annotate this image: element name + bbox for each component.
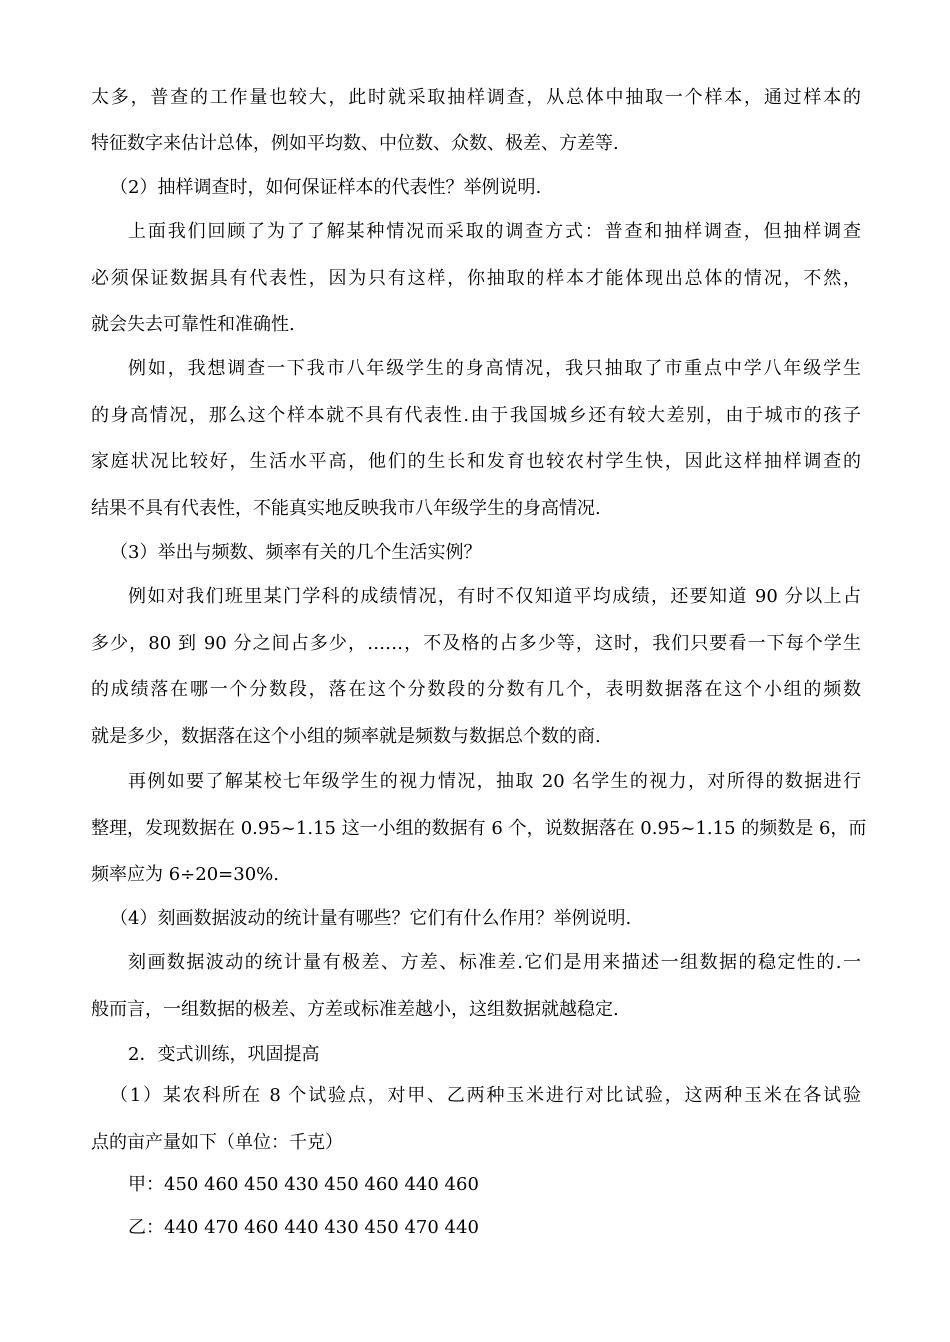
paragraph-line: 的成绩落在哪一个分数段，落在这个分数段的分数有几个，表明数据落在这个小组的频数 [91,679,861,700]
section-heading: 2．变式训练，巩固提高 [128,1044,320,1065]
question-heading: （4）刻画数据波动的统计量有哪些？它们有什么作用？举例说明. [110,908,632,929]
paragraph-line: 多少，80 到 90 分之间占多少，……，不及格的占多少等，这时，我们只要看一下每个学生 [91,633,861,654]
question-heading: （3）举出与频数、频率有关的几个生活实例？ [110,542,482,563]
paragraph-line: 刻画数据波动的统计量有极差、方差、标准差.它们是用来描述一组数据的稳定性的.一 [128,952,861,973]
paragraph-line: 例如，我想调查一下我市八年级学生的身高情况，我只抽取了市重点中学八年级学生 [128,358,861,379]
paragraph-line: 就是多少，数据落在这个小组的频率就是频数与数据总个数的商. [91,726,601,747]
paragraph-line: 太多，普查的工作量也较大，此时就采取抽样调查，从总体中抽取一个样本，通过样本的 [91,87,861,108]
paragraph-line: 般而言，一组数据的极差、方差或标准差越小，这组数据就越稳定. [91,999,619,1020]
paragraph-line: 结果不具有代表性，不能真实地反映我市八年级学生的身高情况. [91,498,601,519]
question-heading: （2）抽样调查时，如何保证样本的代表性？举例说明. [110,177,542,198]
paragraph-line: 整理，发现数据在 0.95~1.15 这一小组的数据有 6 个，说数据落在 0.95~1.15 的频数是 6，而 [91,818,867,839]
paragraph-line: 点的亩产量如下（单位：千克） [91,1132,343,1153]
paragraph-line: 必须保证数据具有代表性，因为只有这样，你抽取的样本才能体现出总体的情况，不然， [91,268,861,289]
paragraph-line: 特征数字来估计总体，例如平均数、中位数、众数、极差、方差等. [91,133,619,154]
paragraph-line: 就会失去可靠性和准确性. [91,314,295,335]
paragraph-line: （1）某农科所在 8 个试验点，对甲、乙两种玉米进行对比试验，这两种玉米在各试验 [110,1085,861,1106]
paragraph-line: 的身高情况，那么这个样本就不具有代表性.由于我国城乡还有较大差别，由于城市的孩子 [91,405,861,426]
paragraph-line: 频率应为 6÷20=30%. [91,864,279,885]
paragraph-line: 上面我们回顾了为了了解某种情况而采取的调查方式：普查和抽样调查，但抽样调查 [128,221,861,242]
paragraph-line: 例如对我们班里某门学科的成绩情况，有时不仅知道平均成绩，还要知道 90 分以上占 [128,586,861,607]
paragraph-line: 家庭状况比较好，生活水平高，他们的生长和发育也较农村学生快，因此这样抽样调查的 [91,451,861,472]
paragraph-line: 再例如要了解某校七年级学生的视力情况，抽取 20 名学生的视力，对所得的数据进行 [128,771,861,792]
data-row-jia: 甲：450 460 450 430 450 460 440 460 [128,1174,479,1195]
data-row-yi: 乙：440 470 460 440 430 450 470 440 [128,1217,479,1238]
